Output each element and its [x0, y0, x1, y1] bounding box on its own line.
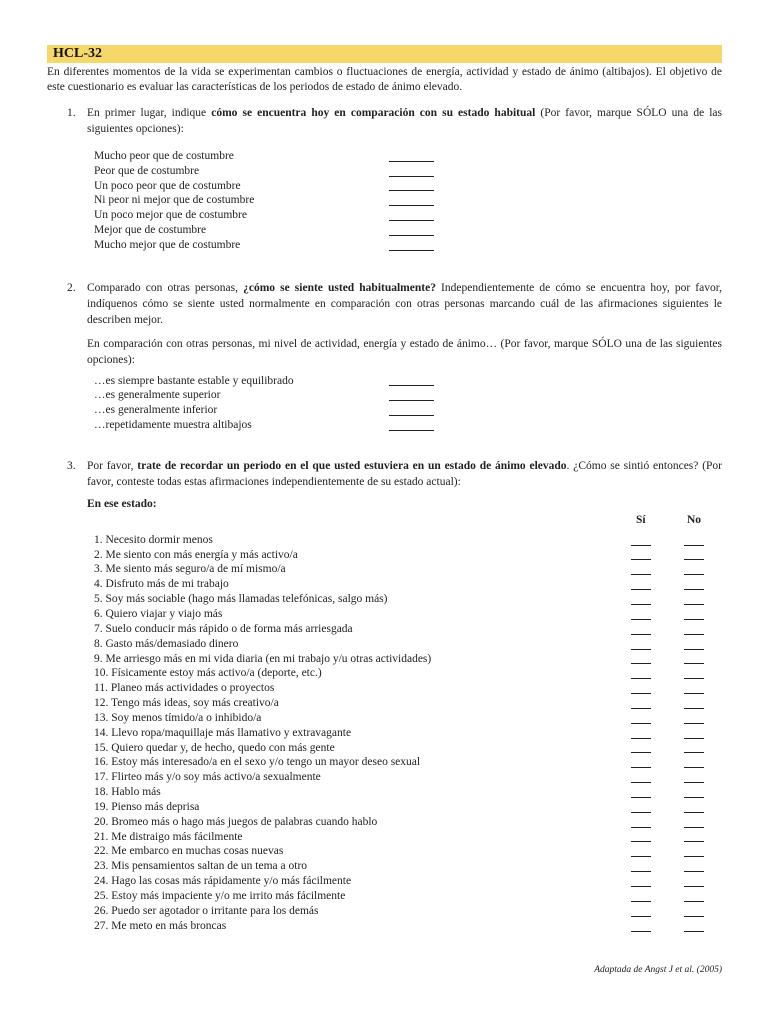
question-text: Por favor,	[87, 459, 138, 472]
question-1	[47, 105, 722, 137]
question-number: 3.	[67, 459, 76, 472]
answer-blank-no[interactable]	[684, 767, 704, 768]
answer-blank-si[interactable]	[631, 559, 651, 560]
answer-blank-si[interactable]	[631, 797, 651, 798]
answer-blank-si[interactable]	[631, 663, 651, 664]
question-number: 2.	[67, 281, 76, 294]
option-label: Mejor que de costumbre	[94, 223, 207, 236]
option-row	[94, 388, 722, 403]
statement-row	[94, 592, 722, 607]
answer-blank[interactable]	[389, 250, 434, 251]
intro-text: En diferentes momentos de la vida se experimentan cambios o fluctuaciones de energía, actividad y estado de ánimo (altibajos). El objetivo de este cuestionario es evaluar las características de los periodos de estado de ánimo elevado.	[47, 66, 722, 93]
statement-text: 19. Pienso más deprisa	[94, 800, 200, 813]
section-subheading: En ese estado:	[87, 497, 157, 510]
answer-blank-no[interactable]	[684, 545, 704, 546]
answer-blank[interactable]	[389, 161, 434, 162]
option-label: …es generalmente inferior	[94, 404, 218, 417]
option-row	[94, 164, 722, 179]
statement-text: 1. Necesito dormir menos	[94, 533, 213, 546]
question-text: En comparación con otras personas, mi nivel de actividad, energía y estado de ánimo… (Por favor, marque SÓLO una de las siguientes opciones):	[87, 337, 722, 366]
answer-blank-no[interactable]	[684, 782, 704, 783]
answer-blank-si[interactable]	[631, 589, 651, 590]
column-header-no: No	[687, 513, 702, 526]
statement-row	[94, 652, 722, 667]
statement-text: 7. Suelo conducir más rápido o de forma más arriesgada	[94, 622, 353, 635]
statement-row	[94, 770, 722, 785]
questionnaire-title: HCL-32	[47, 45, 722, 63]
statement-row	[94, 681, 722, 696]
answer-blank-si[interactable]	[631, 901, 651, 902]
statement-text: 26. Puedo ser agotador o irritante para los demás	[94, 904, 319, 917]
question-text: (Por favor, marque SÓLO una de las siguientes opciones):	[87, 107, 723, 135]
answer-blank-no[interactable]	[684, 901, 704, 902]
answer-blank-si[interactable]	[631, 545, 651, 546]
answer-blank-no[interactable]	[684, 649, 704, 650]
answer-blank-no[interactable]	[684, 752, 704, 753]
option-row	[94, 193, 722, 208]
statement-text: 21. Me distraigo más fácilmente	[94, 830, 243, 843]
question-text: En primer lugar, indique	[87, 107, 212, 119]
option-label: Mucho peor que de costumbre	[94, 150, 234, 162]
statement-row	[94, 904, 722, 919]
answer-blank-no[interactable]	[684, 559, 704, 560]
statement-row	[94, 622, 722, 637]
statement-text: 6. Quiero viajar y viajo más	[94, 607, 223, 620]
statement-row	[94, 637, 722, 652]
statement-row	[94, 889, 722, 904]
questionnaire-page	[47, 45, 723, 975]
answer-blank-si[interactable]	[631, 708, 651, 709]
answer-blank-si[interactable]	[631, 782, 651, 783]
answer-blank-si[interactable]	[631, 678, 651, 679]
statement-row	[94, 577, 722, 592]
statement-text: 11. Planeo más actividades o proyectos	[94, 682, 275, 695]
option-label: Peor que de costumbre	[94, 164, 200, 177]
answer-blank-no[interactable]	[684, 723, 704, 724]
answer-blank-si[interactable]	[631, 841, 651, 842]
statement-text: 15. Quiero quedar y, de hecho, quedo con más gente	[94, 741, 335, 754]
answer-blank-no[interactable]	[684, 886, 704, 887]
answer-blank-no[interactable]	[684, 931, 704, 932]
answer-column-headers	[47, 514, 722, 532]
column-header-si: Sí	[636, 513, 646, 526]
answer-blank-no[interactable]	[684, 827, 704, 828]
answer-blank-no[interactable]	[684, 574, 704, 575]
question-number: 1.	[67, 107, 76, 119]
answer-blank-si[interactable]	[631, 604, 651, 605]
answer-blank-no[interactable]	[684, 856, 704, 857]
statement-text: 24. Hago las cosas más rápidamente y/o más fácilmente	[94, 875, 352, 888]
statement-text: 27. Me meto en más broncas	[94, 919, 227, 932]
statement-text: 8. Gasto más/demasiado dinero	[94, 637, 239, 650]
question-2	[47, 280, 722, 328]
question-2-options	[94, 374, 722, 433]
question-emphasis: trate de recordar un periodo en el que usted estuviera en un estado de ánimo elevado	[137, 459, 567, 472]
question-3	[47, 458, 722, 490]
answer-blank-si[interactable]	[631, 619, 651, 620]
option-label: Un poco peor que de costumbre	[94, 179, 241, 192]
option-label: …repetidamente muestra altibajos	[94, 418, 252, 431]
source-citation: Adaptada de Angst J et al. (2005)	[594, 965, 722, 975]
answer-blank-si[interactable]	[631, 767, 651, 768]
answer-blank-no[interactable]	[684, 871, 704, 872]
option-row	[94, 179, 722, 194]
option-label: …es generalmente superior	[94, 389, 221, 402]
answer-blank-si[interactable]	[631, 574, 651, 575]
answer-blank[interactable]	[389, 385, 434, 386]
statement-row	[94, 859, 722, 874]
question-3-items	[94, 533, 722, 934]
answer-blank-no[interactable]	[684, 916, 704, 917]
statement-row	[94, 755, 722, 770]
statement-text: 23. Mis pensamientos saltan de un tema a otro	[94, 860, 308, 873]
option-row	[94, 374, 722, 389]
answer-blank-no[interactable]	[684, 604, 704, 605]
statement-row	[94, 785, 722, 800]
statement-text: 22. Me embarco en muchas cosas nuevas	[94, 845, 284, 858]
question-text: Comparado con otras personas,	[87, 281, 244, 294]
statement-text: 2. Me siento con más energía y más activo/a	[94, 548, 298, 561]
option-label: Mucho mejor que de costumbre	[94, 238, 241, 251]
answer-blank[interactable]	[389, 235, 434, 236]
statement-row	[94, 874, 722, 889]
statement-text: 13. Soy menos tímido/a o inhibido/a	[94, 711, 262, 724]
answer-blank-si[interactable]	[631, 738, 651, 739]
answer-blank[interactable]	[389, 400, 434, 401]
statement-text: 14. Llevo ropa/maquillaje más llamativo y extravagante	[94, 726, 352, 739]
answer-blank[interactable]	[389, 205, 434, 206]
answer-blank-si[interactable]	[631, 871, 651, 872]
statement-text: 18. Hablo más	[94, 786, 161, 799]
option-row	[94, 403, 722, 418]
option-row	[94, 149, 722, 164]
statement-row	[94, 607, 722, 622]
statement-row	[94, 844, 722, 859]
answer-blank-no[interactable]	[684, 693, 704, 694]
answer-blank-si[interactable]	[631, 886, 651, 887]
answer-blank-si[interactable]	[631, 827, 651, 828]
question-emphasis: cómo se encuentra hoy en comparación con su estado habitual	[211, 107, 536, 119]
statement-text: 16. Estoy más interesado/a en el sexo y/o tengo un mayor deseo sexual	[94, 756, 421, 769]
answer-blank[interactable]	[389, 430, 434, 431]
answer-blank[interactable]	[389, 176, 434, 177]
statement-row	[94, 666, 722, 681]
answer-blank-si[interactable]	[631, 649, 651, 650]
option-row	[94, 238, 722, 253]
statement-row	[94, 562, 722, 577]
option-row	[94, 208, 722, 223]
option-label: Un poco mejor que de costumbre	[94, 209, 247, 222]
answer-blank-no[interactable]	[684, 812, 704, 813]
question-2-paragraph	[47, 336, 722, 368]
statement-text: 17. Flirteo más y/o soy más activo/a sexualmente	[94, 771, 321, 784]
answer-blank-no[interactable]	[684, 797, 704, 798]
statement-row	[94, 533, 722, 548]
statement-text: 20. Bromeo más o hago más juegos de palabras cuando hablo	[94, 815, 378, 828]
answer-blank-si[interactable]	[631, 693, 651, 694]
answer-blank-si[interactable]	[631, 812, 651, 813]
statement-text: 3. Me siento más seguro/a de mí mismo/a	[94, 563, 286, 576]
statement-text: 5. Soy más sociable (hago más llamadas telefónicas, salgo más)	[94, 593, 388, 606]
answer-blank-no[interactable]	[684, 841, 704, 842]
answer-blank[interactable]	[389, 415, 434, 416]
answer-blank-si[interactable]	[631, 634, 651, 635]
answer-blank-si[interactable]	[631, 856, 651, 857]
option-label: Ni peor ni mejor que de costumbre	[94, 194, 255, 207]
answer-blank-no[interactable]	[684, 678, 704, 679]
answer-blank-si[interactable]	[631, 723, 651, 724]
statement-row	[94, 830, 722, 845]
option-row	[94, 418, 722, 433]
statement-text: 9. Me arriesgo más en mi vida diaria (en mi trabajo y/u otras actividades)	[94, 652, 432, 665]
answer-blank[interactable]	[389, 220, 434, 221]
statement-row	[94, 741, 722, 756]
statement-row	[94, 919, 722, 934]
answer-blank-no[interactable]	[684, 708, 704, 709]
answer-blank-no[interactable]	[684, 619, 704, 620]
answer-blank-si[interactable]	[631, 752, 651, 753]
statement-text: 4. Disfruto más de mi trabajo	[94, 578, 229, 591]
question-1-options	[94, 149, 722, 253]
answer-blank-si[interactable]	[631, 916, 651, 917]
answer-blank-no[interactable]	[684, 663, 704, 664]
statement-row	[94, 696, 722, 711]
option-row	[94, 223, 722, 238]
statement-row	[94, 815, 722, 830]
question-emphasis: ¿cómo se siente usted habitualmente?	[243, 281, 436, 294]
statement-text: 12. Tengo más ideas, soy más creativo/a	[94, 697, 279, 710]
statement-row	[94, 726, 722, 741]
answer-blank-no[interactable]	[684, 589, 704, 590]
answer-blank[interactable]	[389, 190, 434, 191]
answer-blank-no[interactable]	[684, 634, 704, 635]
statement-text: 25. Estoy más impaciente y/o me irrito más fácilmente	[94, 890, 346, 903]
statement-row	[94, 711, 722, 726]
question-text: Independientemente de cómo se encuentra hoy, por favor, indíquenos cómo se siente usted normalmente en comparación con otras personas marcando cuál de las afirmaciones siguientes le describen mejor.	[87, 281, 722, 326]
statement-text: 10. Físicamente estoy más activo/a (deporte, etc.)	[94, 667, 322, 680]
answer-blank-no[interactable]	[684, 738, 704, 739]
question-text: . ¿Cómo se sintió entonces? (Por favor, conteste todas estas afirmaciones independientemente de su estado actual):	[87, 459, 722, 488]
statement-row	[94, 800, 722, 815]
option-label: …es siempre bastante estable y equilibrado	[94, 374, 294, 387]
answer-blank-si[interactable]	[631, 931, 651, 932]
statement-row	[94, 548, 722, 563]
